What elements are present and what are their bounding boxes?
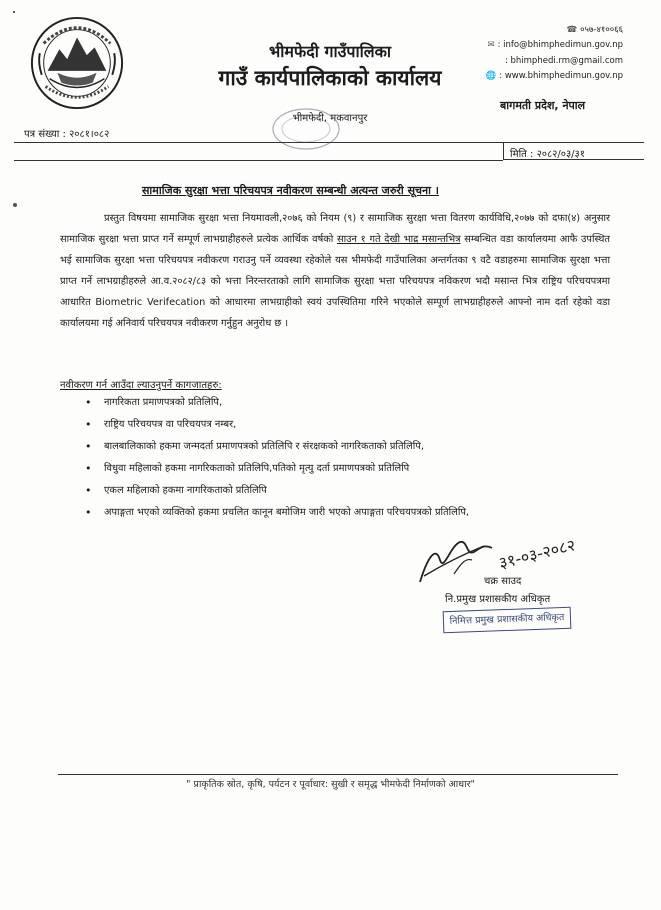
- contact-website: 🌐 : www.bhimphedimun.gov.np: [485, 71, 623, 81]
- deadline-text: साउन १ गते देखी भाद्र मसान्तभित्र: [337, 233, 461, 245]
- requirements-heading: नवीकरण गर्न आउँदा ल्याउनुपर्ने कागजातहरु:: [60, 380, 222, 391]
- government-emblem-icon: [28, 14, 126, 112]
- reference-number: पत्र संख्या : २०८१।०८२: [24, 129, 110, 140]
- body-paragraph: प्रस्तुत विषयमा सामाजिक सुरक्षा भत्ता नियमावली,२०७६ को नियम (९) र सामाजिक सुरक्षा भत्ता वितरण कार्यविधि,२०७७ को दफा(४) अनुसार सामाजिक सुरक्षा भत्ता प्राप्त गर्ने सम्पूर्ण लाभग्राहीहरुले प्रत्येक आर्थिक वर्षको साउन १ गते देखी भाद्र मसान्तभित्र सम्बन्धित वडा कार्यालयमा आफै उपस्थित भई सामाजिक सुरक्षा भत्ता परिचयपत्र नवीकरण गराउनु पर्ने व्यवस्था रहेकोले यस भीमफेदी गाउँपालिका अन्तर्गतका ९ वटै वडाहरुमा सामाजिक सुरक्षा भत्ता प्राप्त गर्ने लाभग्राहीहरुले आ.व.२०८२/८३ को भत्ता निरन्तरताको लागि सामाजिक सुरक्षा भत्ता परिचयपत्र नविकरण भदौ मसान्त भित्र राष्ट्रिय परिचयपत्रमा आधारित Biometric Verifecation को आधारमा लाभग्राहीको स्वयं उपस्थितिमा गरिने भएकोले सम्पूर्ण लाभग्राहीहरुले आफ्नो नाम दर्ता रहेको वडा कार्यालयमा गई अनिवार्य परिचयपत्र नवीकरण गर्नुहुन अनुरोध छ ।: [60, 213, 610, 329]
- contact-email-1: ✉ : info@bhimphedimun.gov.np: [487, 40, 623, 50]
- list-item: • विधुवा महिलाको हकमा नागरिकताको प्रतिलिपि,पतिको मृत्यु दर्ता प्रमाणपत्रको प्रतिलिपि: [90, 458, 469, 480]
- list-item: • राष्ट्रिय परिचयपत्र वा परिचयपत्र नम्बर,: [90, 414, 469, 436]
- contact-phone: ☎ ०५७-४१००६६: [566, 25, 623, 35]
- scan-mark: [13, 11, 15, 13]
- handwritten-date: ३१-०३-२०८२: [496, 535, 578, 573]
- list-item: • बालबालिकाको हकमा जन्मदर्ता प्रमाणपत्रको प्रतिलिपि र संरक्षकको नागरिकताको प्रतिलिपि,: [90, 436, 469, 458]
- divider: [14, 160, 503, 161]
- office-stamp-icon: [268, 104, 344, 154]
- scan-mark: [13, 203, 17, 207]
- email-icon: ✉: [487, 40, 495, 50]
- requirements-list: [90, 392, 469, 524]
- office-location: भीमफेदी, मकवानपुर: [292, 113, 368, 124]
- contact-email-2: : bhimphedi.rm@gmail.com: [504, 56, 623, 66]
- office-title: गाउँ कार्यपालिकाको कार्यालय: [218, 66, 442, 90]
- list-item: • नागरिकता प्रमाणपत्रको प्रतिलिपि,: [90, 392, 469, 414]
- list-item: • एकल महिलाको हकमा नागरिकताको प्रतिलिपि: [90, 480, 469, 502]
- signatory-title: नि.प्रमुख प्रशासकीय अधिकृत: [445, 594, 551, 605]
- phone-icon: ☎: [566, 25, 578, 35]
- footer-slogan: " प्राकृतिक स्रोत, कृषि, पर्यटन र पूर्वाधार: सुखी र समृद्ध भीमफेदी निर्माणको आधार": [186, 779, 475, 790]
- signatory-name: चक्र साउद: [484, 576, 522, 587]
- globe-icon: 🌐: [485, 71, 497, 81]
- footer-divider: [58, 774, 618, 775]
- list-item: • अपाङ्गता भएको व्यक्तिको हकमा प्रचलित कानून बमोजिम जारी भएको अपाङ्गता परिचयपत्रको प्रतिलिपि,: [90, 502, 469, 524]
- office-name: भीमफेदी गाउँपालिका: [268, 42, 392, 61]
- province: बागमती प्रदेश, नेपाल: [500, 99, 586, 112]
- letter-date: मिति : २०८२/०३/३१: [510, 149, 585, 160]
- signatory-stamp: निमित्त प्रमुख प्रशासकीय अधिकृत: [443, 607, 572, 633]
- subject-heading: सामाजिक सुरक्षा भत्ता परिचयपत्र नवीकरण सम्बन्धी अत्यन्त जरुरी सूचना ।: [142, 184, 439, 197]
